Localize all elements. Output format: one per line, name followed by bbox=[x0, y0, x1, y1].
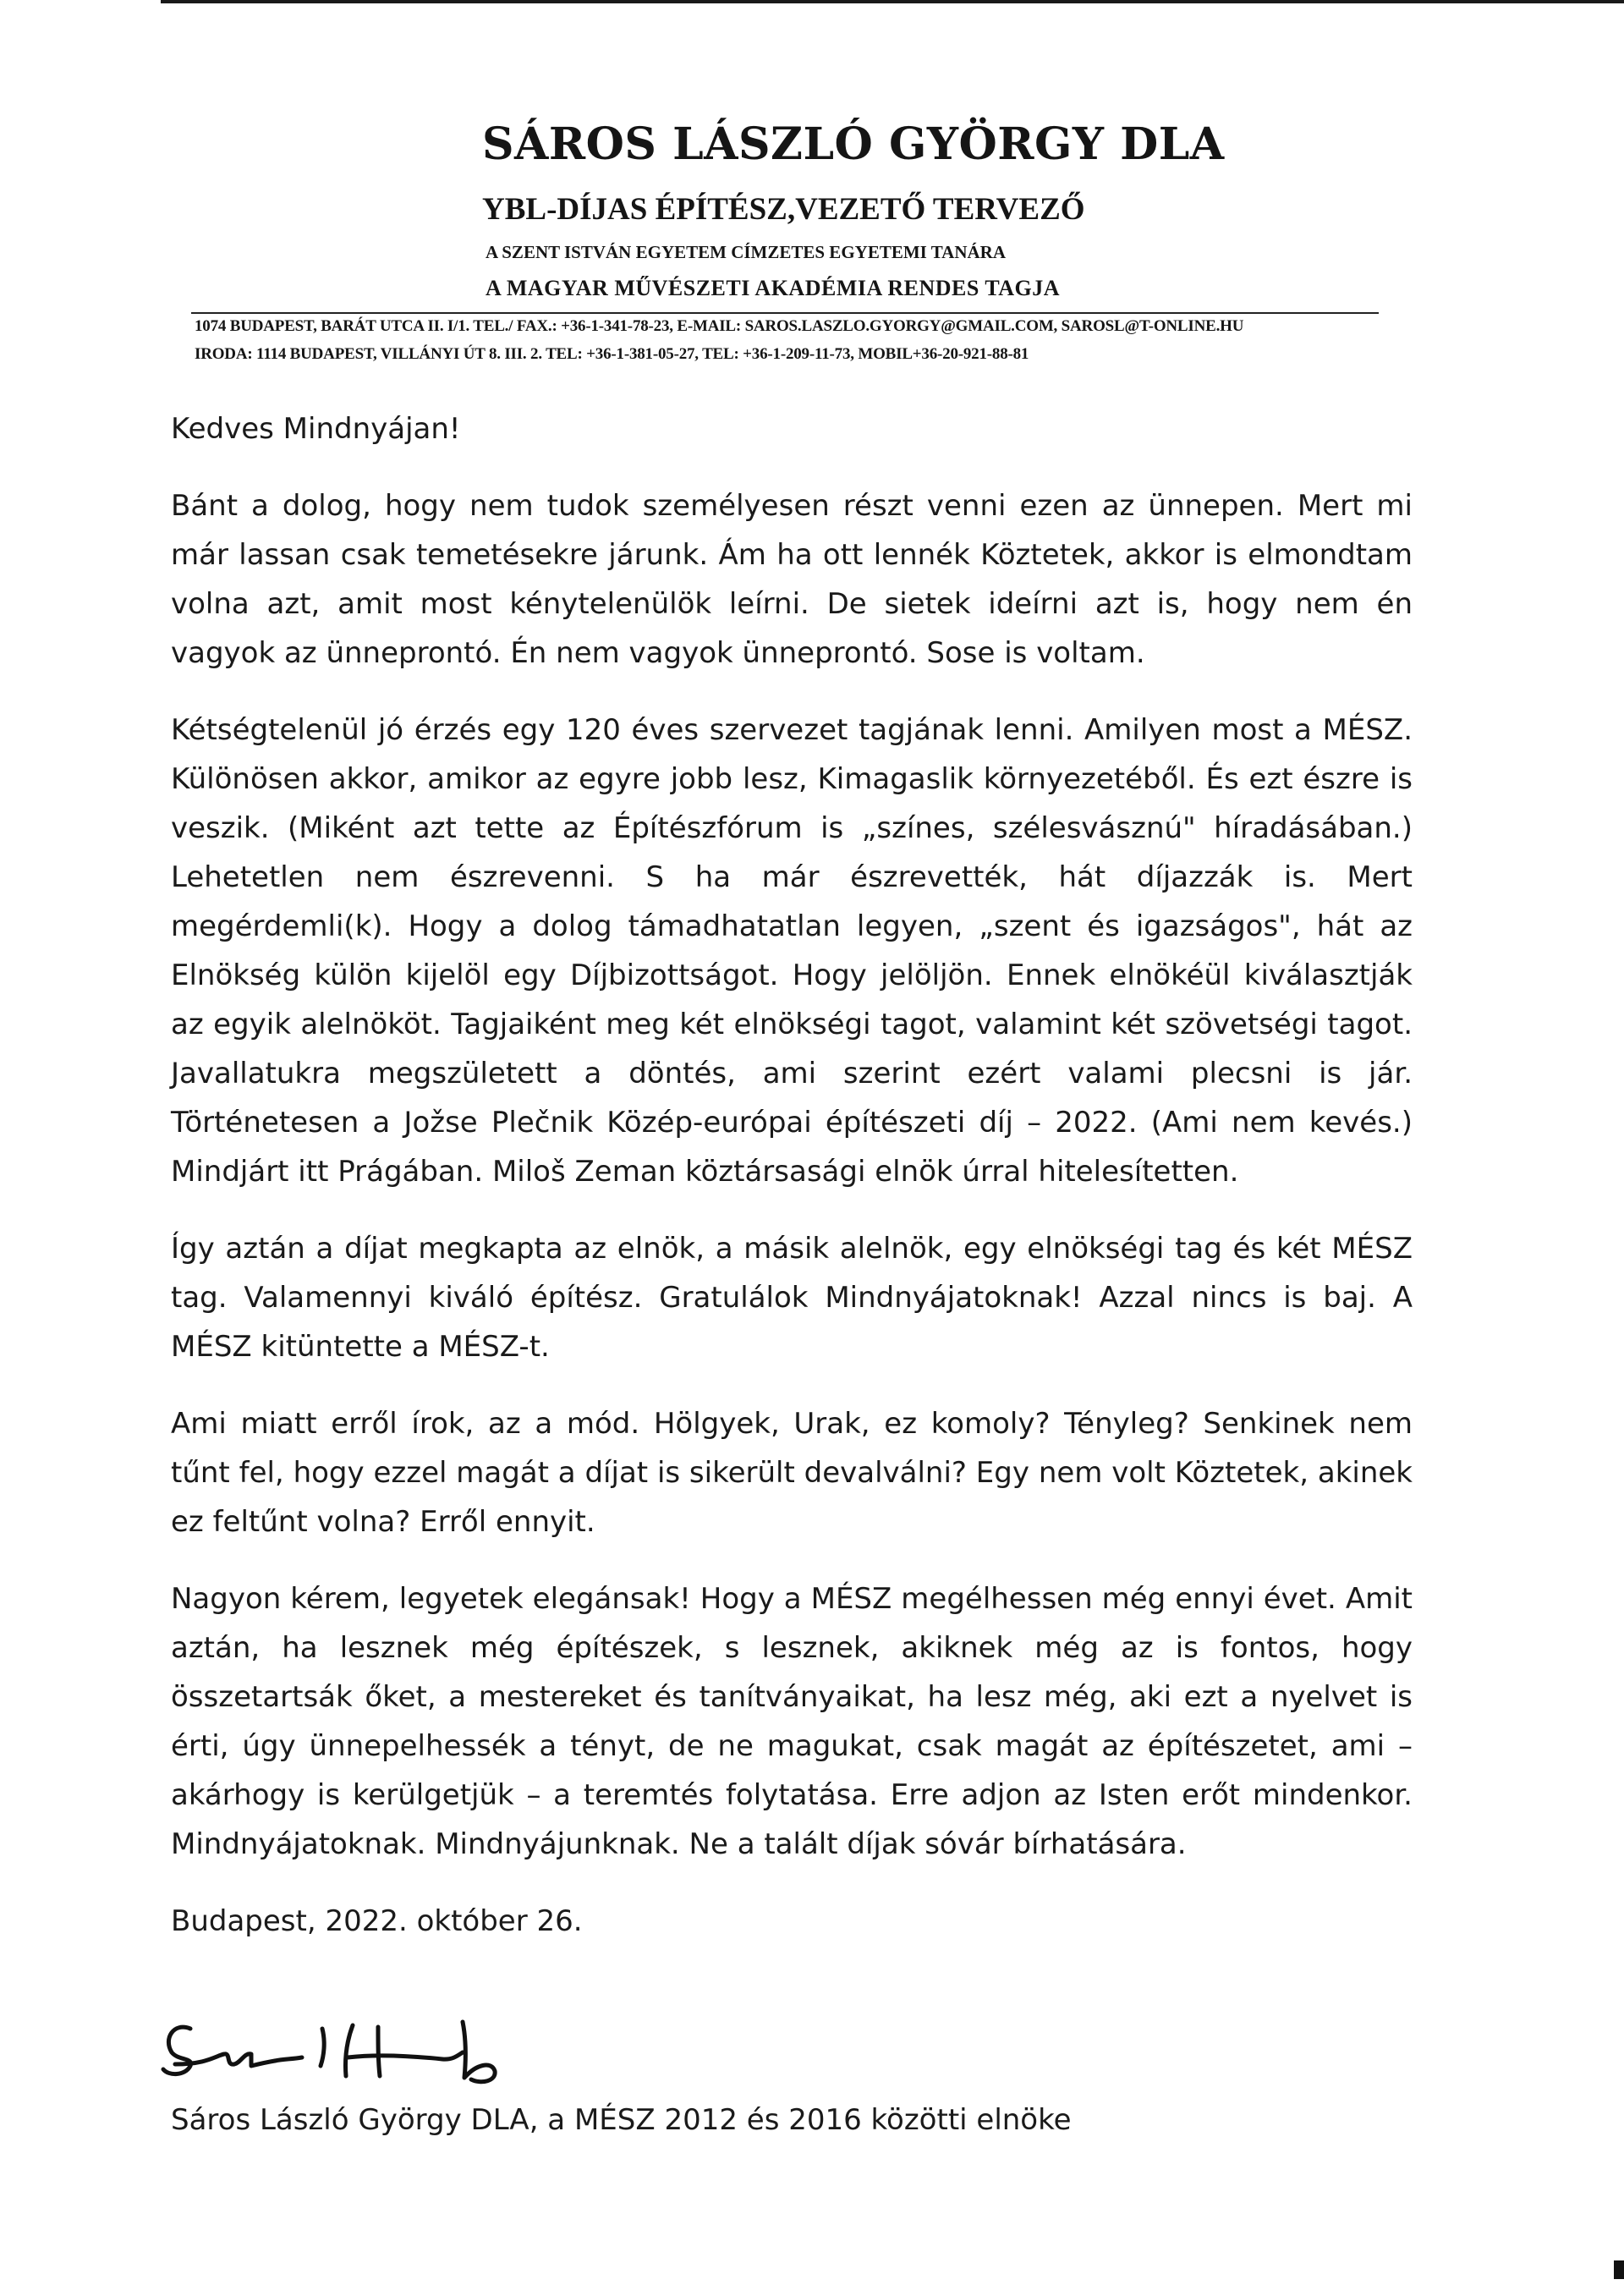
letter-paragraph: Így aztán a díjat megkapta az elnök, a másik alelnök, egy elnökségi tag és két MÉSZ tag. Valamennyi kiváló építész. Gratulálok Mindnyájatoknak! Azzal nincs is baj. A MÉSZ kitüntette a MÉSZ-t. bbox=[171, 1232, 1413, 1364]
letter-paragraph: Bánt a dolog, hogy nem tudok személyesen részt venni ezen az ünnepen. Mert mi már lassan csak temetésekre járunk. Ám ha ott lennék Köztetek, akkor is elmondtam volna azt, amit most kénytelenülök leírni. De sietek ideírni azt is, hogy nem én vagyok az ünneprontó. Én nem vagyok ünneprontó. Sose is voltam. bbox=[171, 489, 1413, 670]
letterhead-professorship: A SZENT ISTVÁN EGYETEM CÍMZETES EGYETEMI TANÁRA bbox=[486, 242, 1006, 262]
letterhead-contact-office: IRODA: 1114 BUDAPEST, VILLÁNYI ÚT 8. III. 2. TEL: +36-1-381-05-27, TEL: +36-1-209-11-73, MOBIL+36-20-921-88-81 bbox=[195, 345, 1029, 363]
signatory-name: Sáros László György DLA, a MÉSZ 2012 és 2016 közötti elnöke bbox=[171, 2103, 1072, 2137]
letterhead-contact-home: 1074 BUDAPEST, BARÁT UTCA II. I/1. TEL./ FAX.: +36-1-341-78-23, E-MAIL: SAROS.LASZLO.GYORGY@GMAIL.COM, SAROSL@T-ONLINE.HU bbox=[195, 317, 1244, 335]
letterhead-academy-membership: A MAGYAR MŰVÉSZETI AKADÉMIA RENDES TAGJA bbox=[486, 276, 1061, 300]
top-edge-rule bbox=[161, 0, 1624, 3]
letter-place-date: Budapest, 2022. október 26. bbox=[171, 1904, 583, 1938]
signature-drawing bbox=[156, 2005, 579, 2098]
letterhead-divider bbox=[191, 312, 1379, 314]
letterhead-name: SÁROS LÁSZLÓ GYÖRGY DLA bbox=[482, 118, 1225, 170]
corner-scan-mark bbox=[1614, 2260, 1624, 2279]
handwritten-signature bbox=[156, 2005, 579, 2098]
letter-paragraph: Ami miatt erről írok, az a mód. Hölgyek, Urak, ez komoly? Tényleg? Senkinek nem tűnt fel, hogy ezzel magát a díjat is sikerült devalválni? Egy nem volt Köztetek, akinek ez feltűnt volna? Erről ennyit. bbox=[171, 1407, 1413, 1539]
letterhead-title: YBL-DÍJAS ÉPÍTÉSZ,VEZETŐ TERVEZŐ bbox=[482, 192, 1085, 227]
letter-body bbox=[171, 389, 1413, 1974]
letter-greeting: Kedves Mindnyájan! bbox=[171, 412, 461, 446]
letter-paragraph: Nagyon kérem, legyetek elegánsak! Hogy a MÉSZ megélhessen még ennyi évet. Amit aztán, ha lesznek még építészek, s lesznek, akiknek még az is fontos, hogy összetartsák őket, a mestereket és tanítványaikat, ha lesz még, aki ezt a nyelvet is érti, úgy ünnepelhessék a tényt, de ne magukat, csak magát az építészetet, ami – akárhogy is kerülgetjük – a teremtés folytatása. Erre adjon az Isten erőt mindenkor. Mindnyájatoknak. Mindnyájunknak. Ne a talált díjak sóvár bírhatására. bbox=[171, 1582, 1413, 1861]
letter-paragraph: Kétségtelenül jó érzés egy 120 éves szervezet tagjának lenni. Amilyen most a MÉSZ. Különösen akkor, amikor az egyre jobb lesz, Kimagaslik környezetéből. És ezt észre is veszik. (Miként azt tette az Építészfórum is „színes, szélesvásznú" híradásában.) Lehetetlen nem észrevenni. S ha már észrevették, hát díjazzák is. Mert megérdemli(k). Hogy a dolog támadhatatlan legyen, „szent és igazságos", hát az Elnökség külön kijelöl egy Díjbizottságot. Hogy jelöljön. Ennek elnökéül kiválasztják az egyik alelnököt. Tagjaiként meg két elnökségi tagot, valamint két szövetségi tagot. Javallatukra megszületett a döntés, ami szerint ezért valami plecsni is jár. Történetesen a Jožse Plečnik Közép-európai építészeti díj – 2022. (Ami nem kevés.) Mindjárt itt Prágában. Miloš Zeman köztársasági elnök úrral hitelesítetten. bbox=[171, 713, 1413, 1189]
